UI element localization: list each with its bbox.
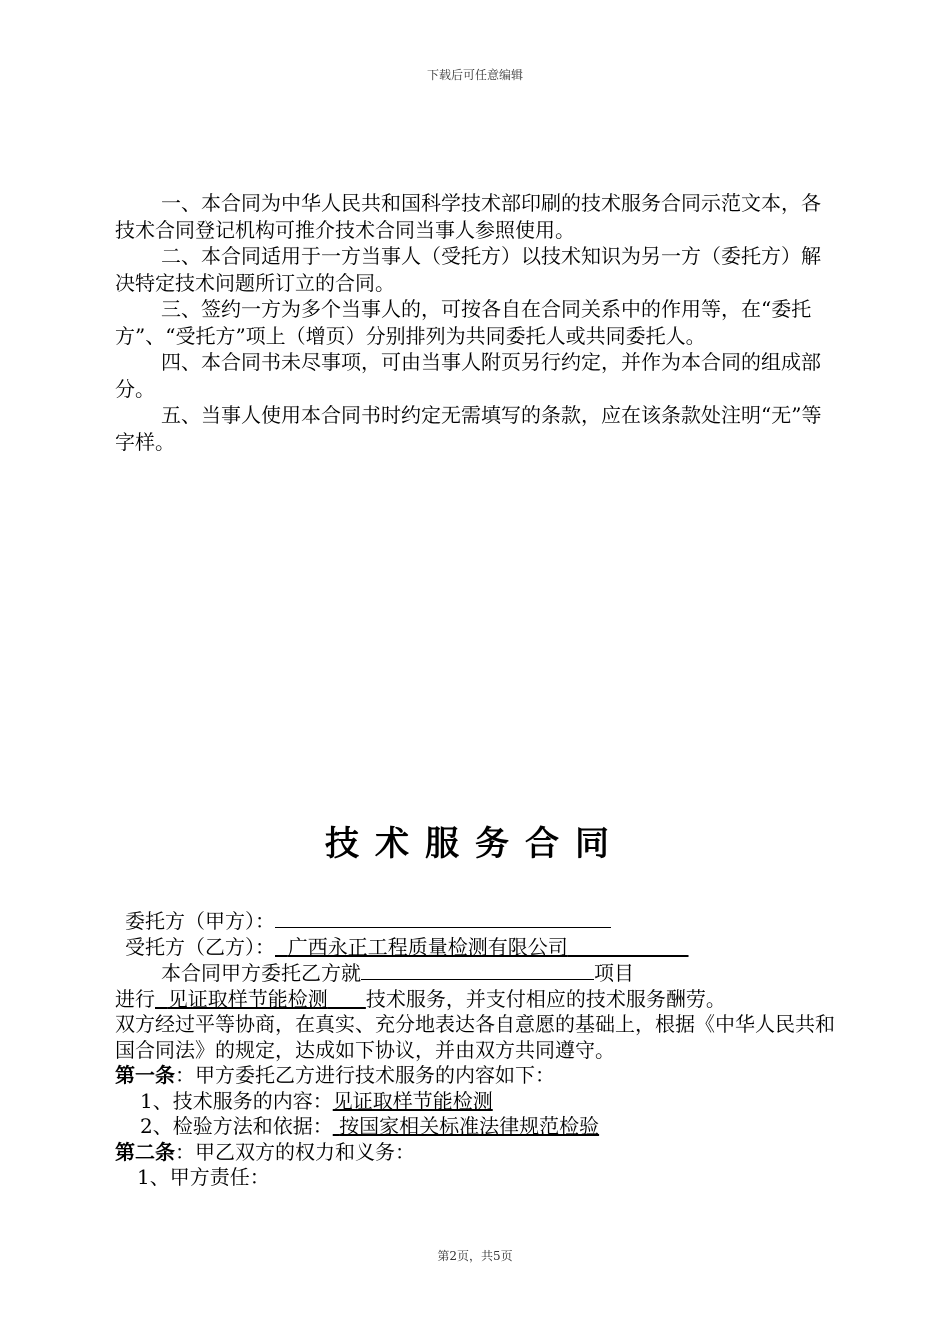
article-1-text: ：甲方委托乙方进行技术服务的内容如下： [175, 1063, 555, 1087]
item-value: 见证取样节能检测 [332, 1088, 493, 1113]
note-item: 五、当事人使用本合同书时约定无需填写的条款，应在该条款处注明“无”等字样。 [115, 403, 822, 454]
article-2-heading [115, 1140, 845, 1166]
client-blank [275, 908, 611, 928]
intro-text: 技术服务，并支付相应的技术服务酬劳。 [365, 986, 726, 1011]
item-label: 1、技术服务的内容： [140, 1088, 333, 1113]
article-2-label: 第二条 [115, 1139, 175, 1164]
article-1-item-2 [115, 1114, 845, 1140]
contractor-value: 广西永正工程质量检测有限公司 [287, 934, 568, 959]
contract-title: 技术服务合同 [325, 824, 625, 864]
intro-rest: 双方经过平等协商，在真实、充分地表达各自意愿的基础上，根据《中华人民共和国合同法》的规定，达成如下协议，并由双方共同遵守。 [115, 1012, 835, 1062]
intro-project-label: 项目 [594, 961, 634, 985]
item-label: 1、甲方责任： [137, 1165, 270, 1189]
note-item: 三、签约一方为多个当事人的，可按各自在合同关系中的作用等，在“委托方”、“受托方”项上（增页）分别排列为共同委托人或共同委托人。 [115, 297, 812, 348]
intro-text: 进行 [115, 986, 155, 1011]
item-value: 按国家相关标准法律规范检验 [339, 1114, 600, 1138]
article-1-item-1 [115, 1089, 845, 1115]
client-line [115, 908, 845, 935]
project-blank [361, 960, 594, 980]
service-name: 见证取样节能检测 [167, 986, 328, 1011]
note-item: 一、本合同为中华人民共和国科学技术部印刷的技术服务合同示范文本，各技术合同登记机构可推介技术合同当事人参照使用。 [115, 191, 821, 242]
contractor-line [115, 935, 845, 961]
note-item: 四、本合同书未尽事项，可由当事人附页另行约定，并作为本合同的组成部分。 [115, 350, 821, 401]
intro-text: 本合同甲方委托乙方就 [161, 961, 361, 985]
intro-line-1 [115, 960, 845, 987]
client-label: 委托方（甲方）： [125, 909, 275, 933]
page-footer: 第2页，共5页 [437, 1249, 513, 1263]
article-1-label: 第一条 [115, 1063, 175, 1087]
intro-line-2 [115, 987, 845, 1013]
item-label: 2、检验方法和依据： [140, 1114, 333, 1138]
article-2-text: ：甲乙双方的权力和义务： [175, 1139, 415, 1164]
instructions-notes [115, 190, 840, 455]
article-1-heading [115, 1063, 845, 1089]
page-header: 下载后可任意编辑 [426, 68, 523, 82]
contract-body [115, 908, 845, 1191]
article-2-item-1 [115, 1165, 845, 1191]
contractor-label: 受托方（乙方）： [125, 934, 275, 959]
note-item: 二、本合同适用于一方当事人（受托方）以技术知识为另一方（委托方）解决特定技术问题所订立的合同。 [115, 244, 821, 295]
